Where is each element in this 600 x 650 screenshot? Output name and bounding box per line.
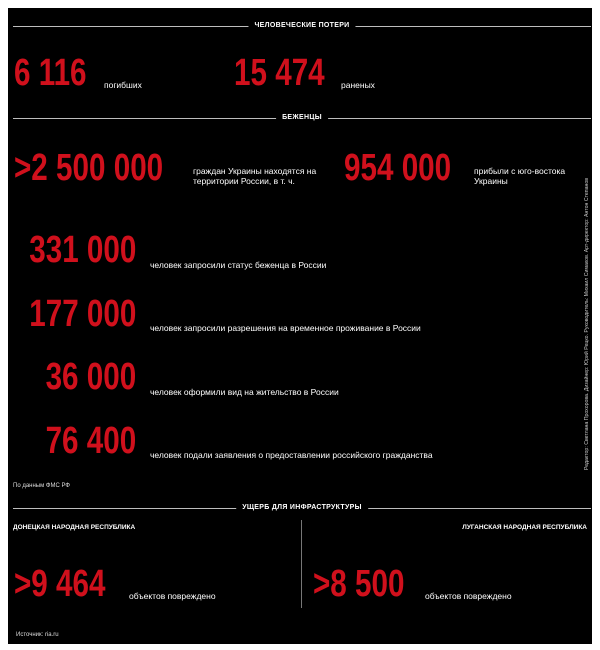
killed-value: 6 116 <box>14 52 87 94</box>
residence-permit-value: 36 000 <box>45 356 136 398</box>
lnr-damage-label: объектов повреждено <box>425 591 512 601</box>
source-note: Источник: ria.ru <box>16 632 59 638</box>
wounded-value: 15 474 <box>234 52 325 94</box>
citizenship-value: 76 400 <box>45 420 136 462</box>
temp-residence-value: 177 000 <box>28 293 136 335</box>
lnr-region-title: ЛУГАНСКАЯ НАРОДНАЯ РЕСПУБЛИКА <box>462 524 587 531</box>
wounded-label: раненых <box>341 80 375 90</box>
section-title-refugees: БЕЖЕНЦЫ <box>276 112 328 124</box>
citizenship-label: человек подали заявления о предоставлении российского гражданства <box>150 450 433 460</box>
lnr-damage-value: >8 500 <box>313 563 405 605</box>
asylum-requests-value: 331 000 <box>28 229 136 271</box>
section-title-damage: УЩЕРБ ДЛЯ ИНФРАСТРУКТУРЫ <box>236 502 368 514</box>
killed-label: погибших <box>104 80 142 90</box>
data-source-note: По данным ФМС РФ <box>13 483 70 489</box>
section-header-losses <box>13 20 591 32</box>
credits-vertical: Редактор: Светлана Прохорова. Дизайнер: Юрий Рецко. Руководитель: Михаил Симаков. Арт-директор: Антон Степанов <box>584 177 590 471</box>
temp-residence-label: человек запросили разрешения на временное проживание в России <box>150 323 421 333</box>
dnr-damage-label: объектов повреждено <box>129 591 216 601</box>
section-header-damage <box>13 502 591 514</box>
southeast-value: 954 000 <box>344 147 452 189</box>
region-divider <box>301 520 302 608</box>
section-header-refugees <box>13 112 591 124</box>
asylum-requests-label: человек запросили статус беженца в России <box>150 260 327 270</box>
southeast-label: прибыли с юго-востока Украины <box>474 166 566 186</box>
infographic-panel <box>8 8 592 644</box>
section-title-losses: ЧЕЛОВЕЧЕСКИЕ ПОТЕРИ <box>248 20 355 32</box>
refugees-total-value: >2 500 000 <box>14 147 164 189</box>
dnr-damage-value: >9 464 <box>14 563 106 605</box>
dnr-region-title: ДОНЕЦКАЯ НАРОДНАЯ РЕСПУБЛИКА <box>13 524 136 531</box>
residence-permit-label: человек оформили вид на жительство в России <box>150 387 339 397</box>
refugees-total-label: граждан Украины находятся на территории России, в т. ч. <box>193 166 317 186</box>
